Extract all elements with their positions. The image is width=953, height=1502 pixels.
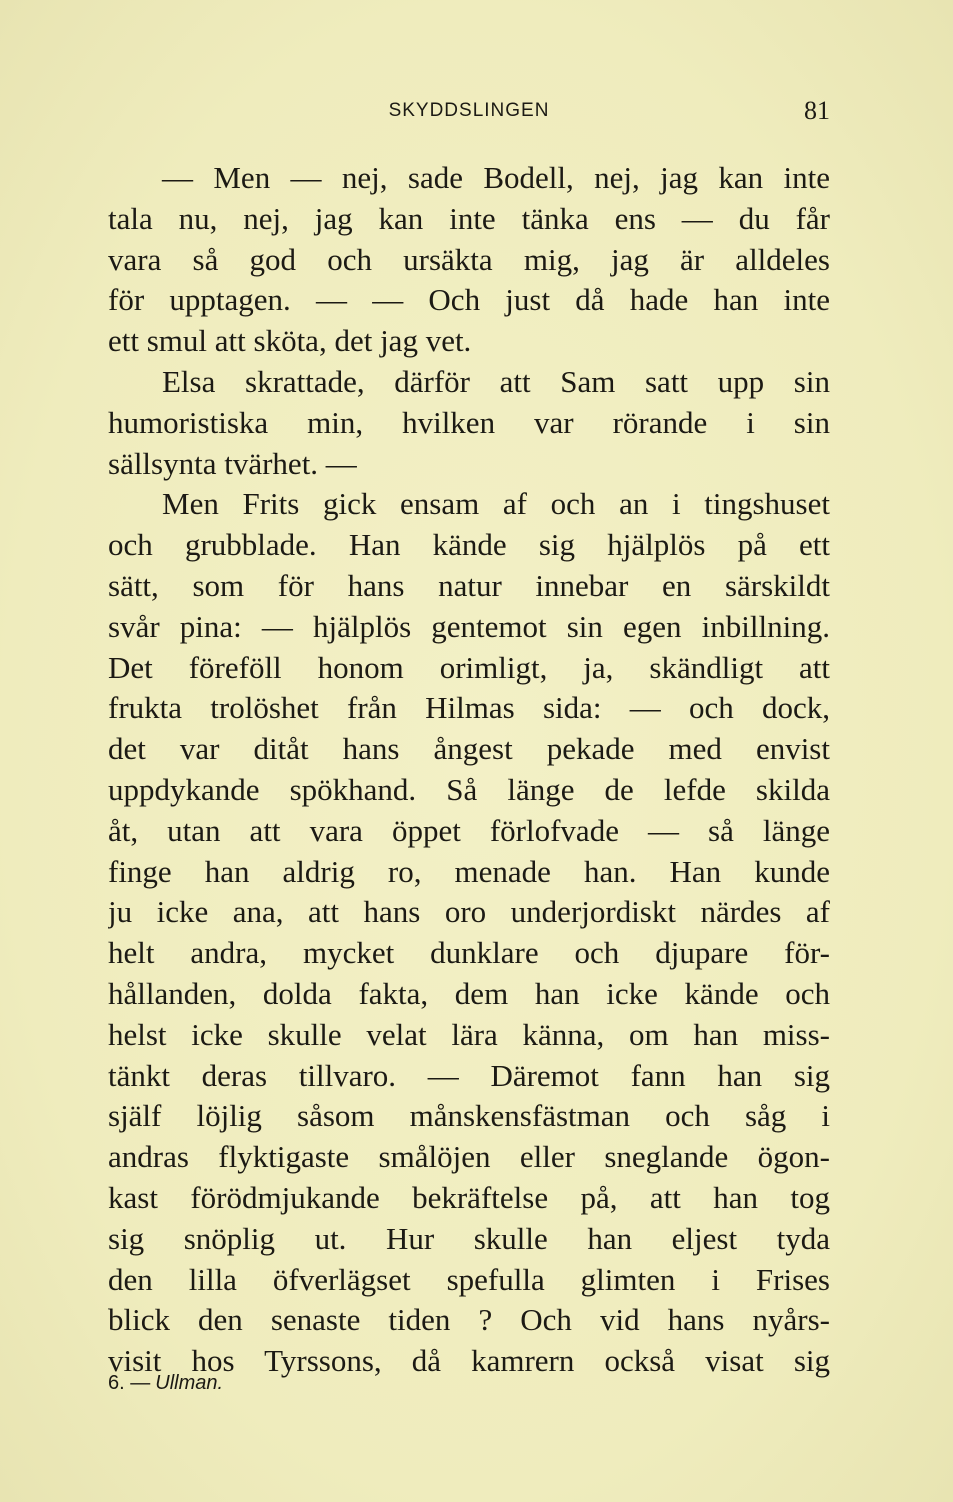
page-number: 81 [804,96,830,125]
text-line: sig snöplig ut. Hur skulle han eljest tyda [108,1220,830,1256]
text-line: svår pina: — hjälplös gentemot sin egen inbillning. [108,608,830,644]
text-line: finge han aldrig ro, menade han. Han kunde [108,853,830,889]
body-text [108,158,830,1382]
text-line: Men Frits gick ensam af och an i tingshuset [162,486,830,522]
text-line: den lilla öfverlägset spefulla glimten i Frises [108,1261,830,1297]
signature-author: Ullman. [155,1372,224,1394]
text-line: visit hos Tyrssons, då kamrern också visat sig [108,1343,830,1379]
text-line: det var ditåt hans ångest pekade med envist [108,731,830,767]
text-line: humoristiska min, hvilken var rörande i sin [108,404,830,440]
text-line: tala nu, nej, jag kan inte tänka ens — du får [108,200,830,236]
text-line: Det föreföll honom orimligt, ja, skändligt att [108,649,830,685]
text-line: helst icke skulle velat lära känna, om han miss- [108,1016,830,1052]
text-line: blick den senaste tiden ? Och vid hans nyårs- [108,1302,830,1338]
text-line: frukta trolöshet från Hilmas sida: — och dock, [108,690,830,726]
printer-signature [108,1372,223,1395]
text-line: ju icke ana, att hans oro underjordiskt närdes af [108,894,830,930]
text-line: hållanden, dolda fakta, dem han icke kände och [108,975,830,1011]
text-line: tänkt deras tillvaro. — Däremot fann han sig [108,1057,830,1093]
running-title: SKYDDSLINGEN [388,100,550,121]
text-line: uppdykande spökhand. Så länge de lefde skilda [108,771,830,807]
running-head [108,96,830,126]
text-line: för upptagen. — — Och just då hade han inte [108,282,830,318]
signature-mark: 6. — [108,1372,151,1394]
text-line: ett smul att sköta, det jag vet. [108,323,472,359]
text-line: kast förödmjukande bekräftelse på, att han tog [108,1179,830,1215]
text-line: andras flyktigaste smålöjen eller sneglande ögon- [108,1139,830,1175]
text-line: åt, utan att vara öppet förlofvade — så länge [108,812,830,848]
text-line: helt andra, mycket dunklare och djupare för- [108,935,830,971]
text-line: och grubblade. Han kände sig hjälplös på ett [108,527,830,563]
text-line: Elsa skrattade, därför att Sam satt upp sin [162,363,830,399]
text-line: — Men — nej, sade Bodell, nej, jag kan inte [162,160,830,195]
text-line: själf löjlig såsom månskensfästman och såg i [108,1098,830,1134]
text-line: sätt, som för hans natur innebar en särskildt [108,567,830,603]
text-line: sällsynta tvärhet. — [108,445,357,481]
text-line: vara så god och ursäkta mig, jag är alldeles [108,241,830,277]
